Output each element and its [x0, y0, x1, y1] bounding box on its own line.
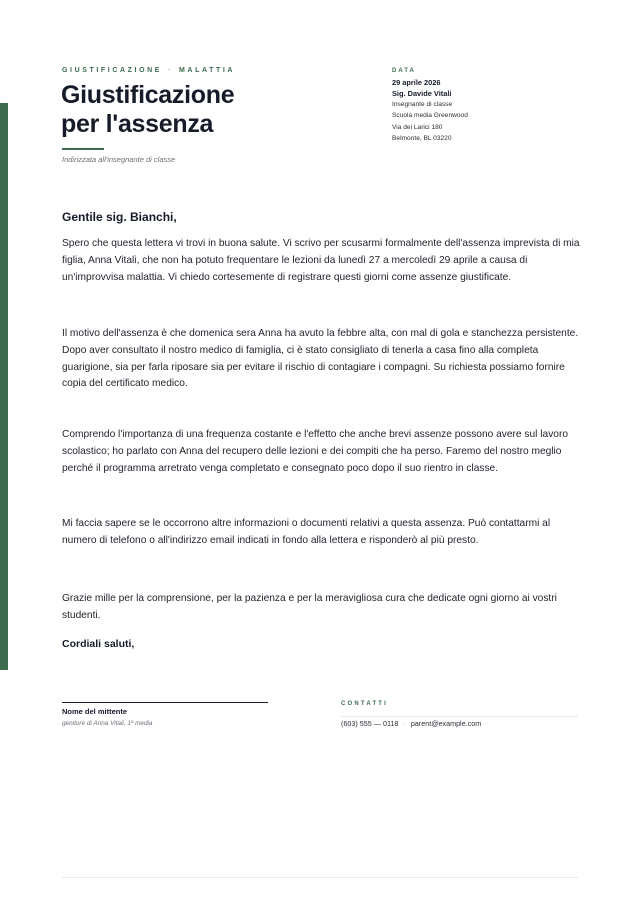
date-label: DATA	[392, 68, 416, 74]
recipient-block	[392, 66, 592, 144]
page-subtitle: Indirizzata all'insegnante di classe	[62, 155, 176, 164]
contacts-row	[341, 719, 481, 728]
recipient-name: Sig. Davide Vitali	[392, 88, 452, 98]
signature-line	[62, 702, 268, 703]
letter-paragraph-3: Comprendo l'importanza di una frequenza costante e l'effetto che anche brevi assenze possono avere sul lavoro scolastico; ho parlato con Anna del recupero delle lezioni e dei compiti che ha perso. Faremo del nostro meglio perché il programma arretrato venga completato e consegnato poco dopo il suo rientro in classe.	[62, 429, 569, 474]
contacts-divider	[341, 716, 578, 717]
contacts-label: CONTATTI	[341, 701, 389, 707]
recipient-street: Via dei Larici 180	[392, 123, 443, 131]
letter-paragraph-5: Grazie mille per la comprensione, per la pazienza e per la meravigliosa cura che dedicate ogni giorno ai vostri studenti.	[62, 593, 557, 621]
kicker-separator: ·	[168, 67, 173, 74]
recipient-role: Insegnante di classe	[392, 101, 453, 109]
title-underline	[62, 148, 104, 150]
letter-paragraph-2: Il motivo dell'assenza è che domenica sera Anna ha avuto la febbre alta, con mal di gola e stanchezza persistente. Dopo aver consultato il nostro medico di famiglia, ci è stato consigliato di tenerla a casa fino alla completa guarigione, sia per farla riposare sia per evitare il rischio di contagiare i compagni. Su richiesta possiamo fornire copia del certificato medico.	[62, 328, 579, 390]
title-line-1: Giustificazione	[61, 81, 235, 109]
recipient-city: Belmonte, BL 03220	[392, 134, 452, 142]
sender-role: genitore di Anna Vitali, 1ª media	[62, 720, 153, 727]
letter-date: 29 aprile 2026	[392, 78, 441, 88]
sender-name: Nome del mittente	[62, 707, 128, 716]
contact-phone: (603) 555 — 0118	[341, 719, 399, 728]
document-kicker	[62, 67, 235, 74]
kicker-type: GIUSTIFICAZIONE	[62, 67, 163, 74]
contact-separator: ·	[403, 719, 406, 728]
letter-paragraph-1: Spero che questa lettera vi trovi in buona salute. Vi scrivo per scusarmi formalmente dell'assenza imprevista di mia figlia, Anna Vitali, che non ha potuto frequentare le lezioni da lunedì 27 a mercoledì 29 aprile a causa di un'improvvisa malattia. Vi chiedo cortesemente di registrare questi giorni come assenze giustificate.	[62, 238, 580, 283]
letter-paragraph-4: Mi faccia sapere se le occorrono altre informazioni o documenti relativi a questa assenza. Può contattarmi al numero di telefono o all'indirizzo email indicati in fondo alla lettera e risponderò al più presto.	[62, 518, 551, 546]
left-accent-bar	[0, 103, 8, 670]
letter-salutation: Gentile sig. Bianchi,	[62, 210, 177, 224]
letter-closing: Cordiali saluti,	[62, 638, 135, 650]
title-line-2: per l'assenza	[61, 110, 214, 138]
kicker-reason: MALATTIA	[179, 67, 236, 74]
contact-email: parent@example.com	[410, 719, 482, 728]
footer-divider	[62, 877, 578, 878]
recipient-school: Scuola media Greenwood	[392, 112, 468, 120]
page-title	[61, 81, 234, 139]
